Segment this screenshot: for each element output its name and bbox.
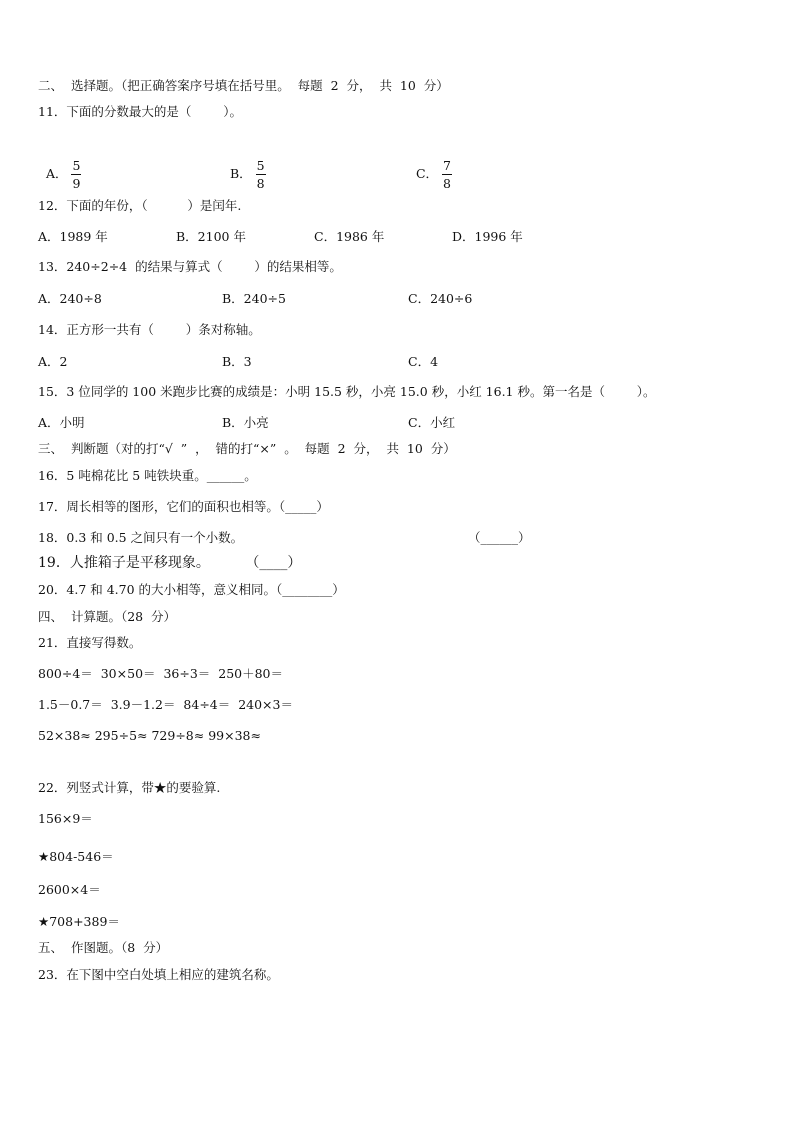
numerator: 7 [443, 158, 451, 173]
question-19: 19．人推箱子是平移现象。 （____） [38, 555, 302, 571]
q12-option-c: C．1986 年 [314, 229, 385, 244]
section-5-header: 五、 作图题。（8 分） [38, 940, 169, 955]
q21-line-3: 52×38≈ 295÷5≈ 729÷8≈ 99×38≈ [38, 728, 261, 743]
q14-option-b: B．3 [222, 354, 252, 369]
question-11: 11．下面的分数最大的是（ ）。 [38, 104, 242, 119]
section-4-header: 四、 计算题。（28 分） [38, 609, 177, 624]
fraction [442, 158, 452, 191]
q22-line-1: 156×9＝ [38, 811, 93, 826]
section-3-header: 三、 判断题（对的打“√ ” ， 错的打“×” 。 每题 2 分， 共 10 分） [38, 441, 456, 456]
fraction [71, 158, 81, 191]
q12-option-d: D．1996 年 [452, 229, 523, 244]
fraction [256, 158, 266, 191]
denominator: 8 [443, 176, 451, 191]
q14-option-a: A．2 [38, 354, 68, 369]
q15-option-b: B．小亮 [222, 415, 269, 430]
question-12: 12．下面的年份，（ ）是闰年. [38, 198, 242, 213]
question-14: 14．正方形一共有（ ）条对称轴。 [38, 322, 261, 337]
q12-option-a: A．1989 年 [38, 229, 108, 244]
q22-line-4: ★708+389＝ [38, 914, 120, 929]
q15-option-c: C．小红 [408, 415, 456, 430]
q11-option-c [408, 142, 452, 191]
option-letter: C． [415, 166, 439, 181]
q21-line-2: 1.5－0.7＝ 3.9－1.2＝ 84÷4＝ 240×3＝ [38, 697, 293, 712]
question-21: 21．直接写得数。 [38, 635, 142, 650]
q18-answer-blank: （______） [468, 530, 531, 545]
q11-option-b [222, 142, 266, 191]
denominator: 9 [72, 176, 81, 191]
option-letter: A． [45, 166, 68, 181]
q13-option-b: B．240÷5 [222, 291, 286, 306]
q22-line-2: ★804-546＝ [38, 849, 114, 864]
numerator: 5 [256, 158, 265, 173]
q11-option-a [38, 142, 81, 191]
denominator: 8 [256, 176, 265, 191]
option-letter: B． [229, 166, 252, 181]
section-2-header: 二、 选择题。（把正确答案序号填在括号里。 每题 2 分， 共 10 分） [38, 78, 449, 93]
q14-option-c: C．4 [408, 354, 439, 369]
question-18: 18．0.3 和 0.5 之间只有一个小数。 [38, 530, 244, 545]
question-15: 15．3 位同学的 100 米跑步比赛的成绩是：小明 15.5 秒，小亮 15.0 秒，小红 16.1 秒。第一名是（ ）。 [38, 384, 656, 399]
q13-option-c: C．240÷6 [408, 291, 473, 306]
question-13: 13．240÷2÷4 的结果与算式（ ）的结果相等。 [38, 259, 342, 274]
numerator: 5 [72, 158, 81, 173]
question-17: 17．周长相等的图形，它们的面积也相等。（_____） [38, 499, 329, 514]
q12-option-b: B．2100 年 [176, 229, 246, 244]
question-23: 23．在下图中空白处填上相应的建筑名称。 [38, 967, 279, 982]
question-22: 22．列竖式计算，带★的要验算. [38, 780, 221, 795]
q13-option-a: A．240÷8 [38, 291, 102, 306]
q15-option-a: A．小明 [38, 415, 85, 430]
question-20: 20．4.7 和 4.70 的大小相等，意义相同。（________） [38, 582, 345, 597]
q22-line-3: 2600×4＝ [38, 882, 101, 897]
question-16: 16．5 吨棉花比 5 吨铁块重。______。 [38, 468, 257, 483]
q21-line-1: 800÷4＝ 30×50＝ 36÷3＝ 250＋80＝ [38, 666, 284, 681]
